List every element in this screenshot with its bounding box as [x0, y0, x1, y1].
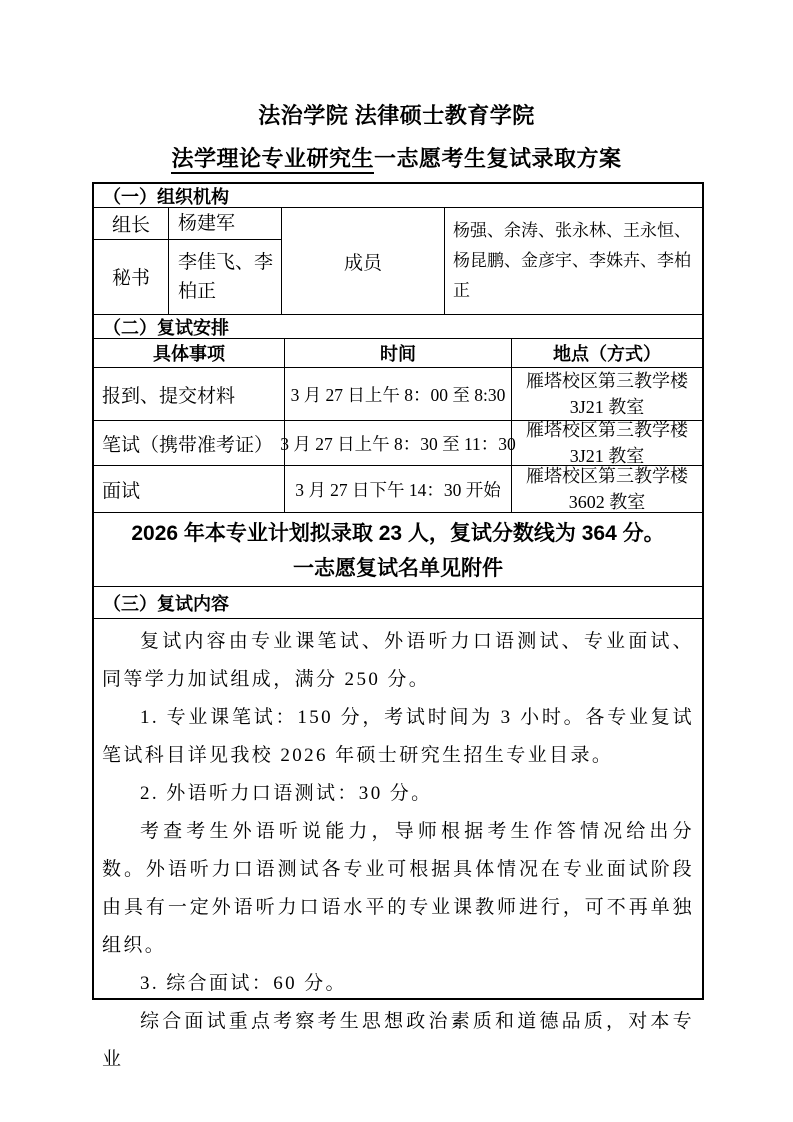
paragraph-listening-detail: 考查考生外语听说能力，导师根据考生作答情况给出分数。外语听力口语测试各专业可根据具体情况在专业面试阶段由具有一定外语听力口语水平的专业课教师进行，可不再单独组织。: [102, 821, 694, 956]
main-table: [92, 182, 704, 1070]
secretary-names: 李佳飞、李柏正: [169, 239, 281, 314]
paragraph-interview-detail: 综合面试重点考察考生思想政治素质和道德品质，对本专业: [102, 1011, 694, 1070]
schedule-time: 3 月 27 日下午 14：30 开始: [284, 466, 511, 512]
page-subtitle: [0, 142, 793, 173]
schedule-time: 3 月 27 日上午 8：00 至 8:30: [284, 368, 511, 420]
schedule-item: 面试: [102, 480, 141, 502]
subtitle-rest-text: 一志愿考生复试录取方案: [374, 146, 622, 171]
org-label-column: [94, 208, 168, 314]
schedule-header-row: [94, 338, 702, 367]
admission-quota-line: 2026 年本专业计划拟录取 23 人，复试分数线为 364 分。: [131, 522, 665, 546]
leader-label: 组长: [111, 214, 150, 236]
admission-summary: [94, 512, 702, 586]
paragraph-written-exam: 1. 专业课笔试：150 分，考试时间为 3 小时。各专业复试笔试科目详见我校 2026 年硕士研究生招生专业目录。: [102, 707, 694, 766]
retest-content-body: [94, 618, 702, 1070]
section1-heading: （一）组织机构: [103, 186, 229, 207]
schedule-row-written-exam: [94, 420, 702, 465]
secretary-label: 秘书: [94, 239, 168, 314]
column-header-item: 具体事项: [153, 344, 225, 364]
schedule-location: 雁塔校区第三教学楼3602 教室: [511, 466, 702, 512]
attachment-note-line: 一志愿复试名单见附件: [293, 556, 503, 580]
schedule-row-interview: [94, 465, 702, 512]
page-title: 法治学院 法律硕士教育学院: [258, 103, 535, 128]
org-name-column: [168, 208, 281, 314]
schedule-item: 笔试（携带准考证）: [102, 434, 274, 456]
schedule-location: 雁塔校区第三教学楼3J21 教室: [511, 368, 702, 420]
column-header-time: 时间: [284, 339, 511, 367]
paragraph-interview: 3. 综合面试：60 分。: [140, 973, 347, 994]
section3-heading: （三）复试内容: [94, 586, 702, 618]
members-names: 杨强、余涛、张永林、王永恒、杨昆鹏、金彦宇、李姝卉、李柏正: [444, 208, 702, 314]
members-label: 成员: [281, 208, 444, 314]
leader-name: 杨建军: [178, 212, 236, 234]
column-header-location: 地点（方式）: [511, 339, 702, 367]
schedule-location: 雁塔校区第三教学楼3J21 教室: [511, 421, 702, 465]
section2-heading: （二）复试安排: [94, 314, 702, 338]
subtitle-underlined-text: 法学理论专业研究生: [171, 146, 374, 174]
paragraph-overview: 复试内容由专业课笔试、外语听力口语测试、专业面试、同等学力加试组成，满分 250 分。: [102, 631, 694, 690]
paragraph-listening-test: 2. 外语听力口语测试：30 分。: [140, 783, 433, 804]
schedule-time: 3 月 27 日上午 8：30 至 11：30: [284, 421, 511, 465]
organization-grid: [94, 207, 702, 314]
schedule-row-checkin: [94, 367, 702, 420]
schedule-item: 报到、提交材料: [102, 385, 236, 407]
